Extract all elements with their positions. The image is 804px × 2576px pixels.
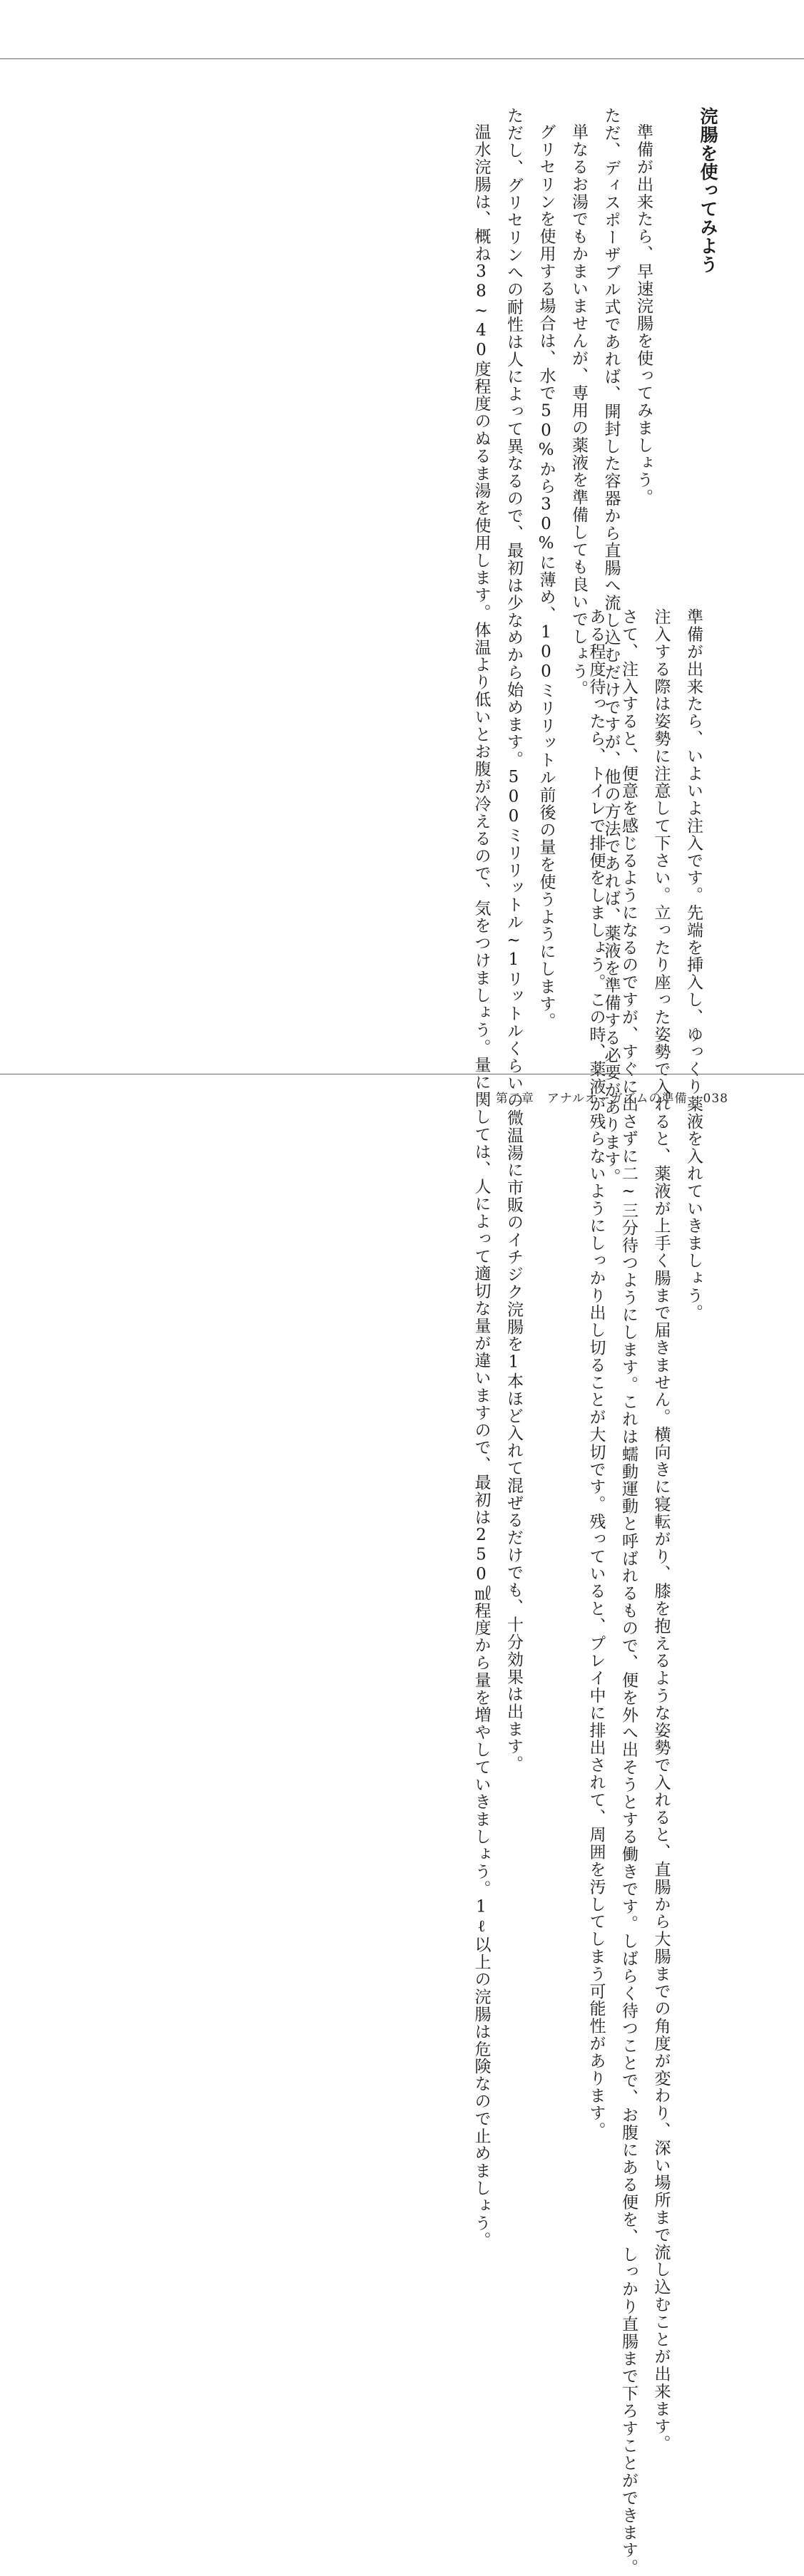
paragraph: ただ、ディスポーザブル式であれば、開封した容器から直腸へ流し込むだけですが、他の方法であれば、薬液を準備する必要があります。 (601, 107, 621, 1186)
paragraph: さて、注入すると、便意を感じるようになるのですが、すぐに出さずに二~三分待つようにします。これは蠕動運動と呼ばれるもので、便を外へ出そうとする働きです。しばらく待つことで、お腹にある便を、しっかり直腸まで下ろすことができます。 (619, 608, 638, 2576)
paragraph: 注入する際は姿勢に注意して下さい。立ったり座った姿勢で入れると、薬液が上手く腸まで届きません。横向きに寝転がり、膝を抱えるような姿勢で入れると、直腸から大腸までの角度が変わり、深い場所まで流し込むことが出来ます。 (651, 608, 671, 2453)
paragraph: 単なるお湯でもかまいませんが、専用の薬液を準備しても良いでしょう。 (569, 123, 588, 698)
section-heading: 浣腸を使ってみよう (698, 107, 718, 274)
paragraph: ある程度待ったら、トイレで排便をしましょう。この時、薬液が残らないようにしっかり出し切ることが大切です。残っていると、プレイ中に排出されて、周囲を汚してしまう可能性があります。 (586, 608, 606, 2140)
paragraph: ただし、グリセリンへの耐性は人によって異なるので、最初は少なめから始めます。500ミリリットル~1リットルくらいの微温湯に市販のイチジク浣腸を1本ほど入れて混ぜるだけでも、十分効果は出ます。 (504, 107, 523, 1772)
page-footer (496, 1088, 728, 1106)
top-rule (0, 58, 804, 59)
page-number: 038 (703, 1092, 728, 1106)
paragraph: 温水浣腸は、概ね38~40度程度のぬるま湯を使用します。体温より低いとお腹が冷えるので、気をつけましょう。量に関しては、人によって適切な量が違いますので、最初は250㎖程度から量を増やしていきましょう。1ℓ以上の浣腸は危険なので止めましょう。 (472, 123, 491, 2249)
paragraph: 準備が出来たら、早速浣腸を使ってみましょう。 (634, 123, 653, 506)
paragraph: グリセリンを使用する場合は、水で50%から30%に薄め、100ミリリットル前後の量を使うようにします。 (536, 123, 556, 1030)
paragraph: 準備が出来たら、いよいよ注入です。先端を挿入し、ゆっくり薬液を入れていきましょう。 (684, 608, 703, 1322)
chapter-title: 第二章 アナルオーガズムの準備 (495, 1092, 688, 1106)
